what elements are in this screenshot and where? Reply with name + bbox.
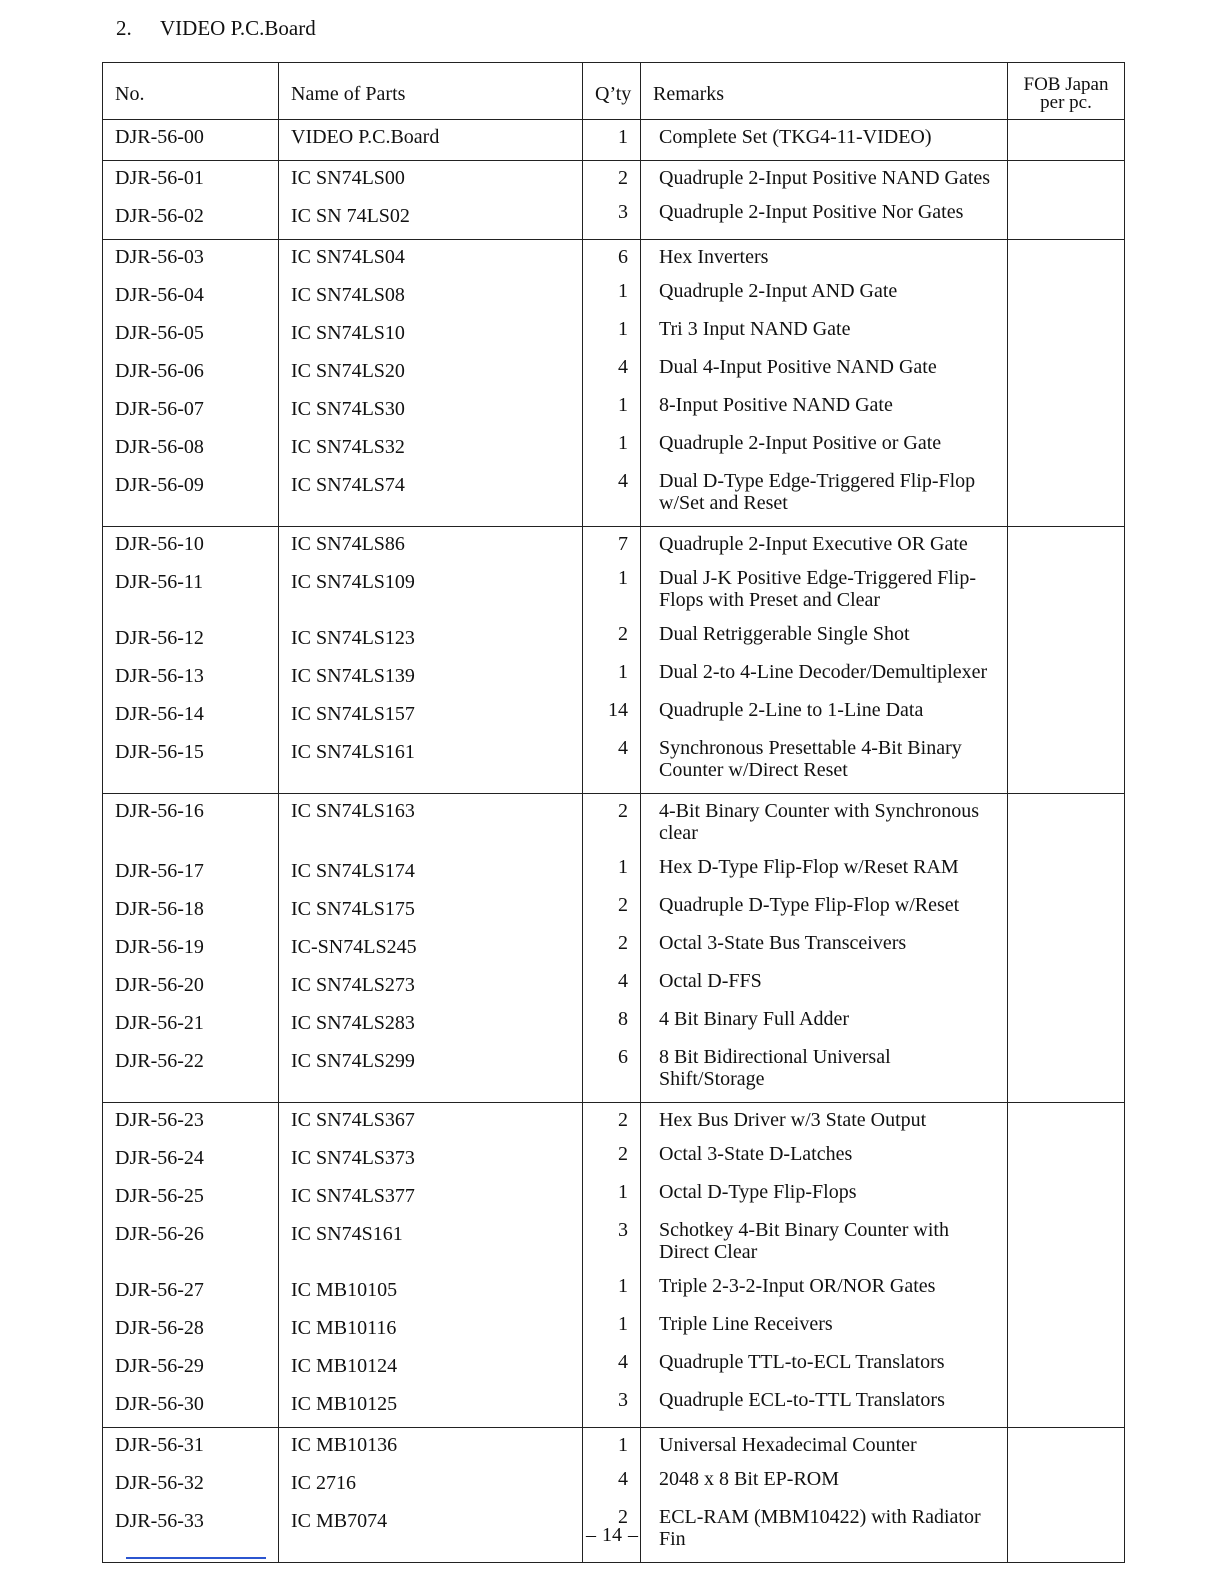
- part-quantity: 1: [583, 120, 641, 161]
- part-fob-price: [1008, 1275, 1125, 1313]
- part-remarks: ECL-RAM (MBM10422) with Radiator Fin: [641, 1506, 1008, 1563]
- table-row: [103, 527, 1125, 568]
- part-quantity: 2: [583, 161, 641, 202]
- part-fob-price: [1008, 356, 1125, 394]
- part-name: VIDEO P.C.Board: [279, 120, 583, 161]
- part-number: DJR-56-30: [103, 1389, 279, 1428]
- table-row: [103, 432, 1125, 470]
- part-remarks: Universal Hexadecimal Counter: [641, 1428, 1008, 1469]
- table-row: [103, 1143, 1125, 1181]
- part-remarks: Quadruple 2-Input Positive NAND Gates: [641, 161, 1008, 202]
- part-number: DJR-56-01: [103, 161, 279, 202]
- part-quantity: 4: [583, 356, 641, 394]
- table-row: [103, 794, 1125, 857]
- part-quantity: 2: [583, 1506, 641, 1563]
- part-number: DJR-56-33: [103, 1506, 279, 1563]
- part-number: DJR-56-06: [103, 356, 279, 394]
- parts-group: [103, 240, 1125, 527]
- part-quantity: 1: [583, 280, 641, 318]
- part-fob-price: [1008, 661, 1125, 699]
- part-fob-price: [1008, 856, 1125, 894]
- part-remarks: Quadruple ECL-to-TTL Translators: [641, 1389, 1008, 1428]
- part-number: DJR-56-07: [103, 394, 279, 432]
- table-row: [103, 699, 1125, 737]
- part-remarks: Dual J-K Positive Edge-Triggered Flip-Flops with Preset and Clear: [641, 567, 1008, 623]
- part-remarks: Schotkey 4-Bit Binary Counter with Direct Clear: [641, 1219, 1008, 1275]
- part-quantity: 1: [583, 432, 641, 470]
- part-fob-price: [1008, 318, 1125, 356]
- part-fob-price: [1008, 737, 1125, 794]
- table-row: [103, 1389, 1125, 1428]
- part-number: DJR-56-26: [103, 1219, 279, 1275]
- part-quantity: 3: [583, 201, 641, 240]
- table-row: [103, 567, 1125, 623]
- part-quantity: 3: [583, 1389, 641, 1428]
- part-name: IC SN74LS273: [279, 970, 583, 1008]
- part-number: DJR-56-00: [103, 120, 279, 161]
- part-name: IC SN74LS32: [279, 432, 583, 470]
- part-number: DJR-56-12: [103, 623, 279, 661]
- table-row: [103, 1046, 1125, 1103]
- table-row: [103, 1008, 1125, 1046]
- column-header-name: Name of Parts: [279, 63, 583, 120]
- part-fob-price: [1008, 1313, 1125, 1351]
- part-fob-price: [1008, 470, 1125, 527]
- part-number: DJR-56-24: [103, 1143, 279, 1181]
- part-name: IC SN74LS04: [279, 240, 583, 281]
- table-row: [103, 1181, 1125, 1219]
- table-row: [103, 856, 1125, 894]
- part-number: DJR-56-29: [103, 1351, 279, 1389]
- part-remarks: Dual D-Type Edge-Triggered Flip-Flop w/Set and Reset: [641, 470, 1008, 527]
- part-name: IC 2716: [279, 1468, 583, 1506]
- part-number: DJR-56-08: [103, 432, 279, 470]
- part-number: DJR-56-28: [103, 1313, 279, 1351]
- part-fob-price: [1008, 567, 1125, 623]
- parts-table: [102, 62, 1125, 1563]
- parts-group: [103, 1103, 1125, 1428]
- part-number: DJR-56-21: [103, 1008, 279, 1046]
- table-row: [103, 1428, 1125, 1469]
- part-remarks: Hex Bus Driver w/3 State Output: [641, 1103, 1008, 1144]
- part-number: DJR-56-15: [103, 737, 279, 794]
- part-name: IC SN74LS373: [279, 1143, 583, 1181]
- table-row: [103, 661, 1125, 699]
- part-name: IC SN74LS86: [279, 527, 583, 568]
- table-row: [103, 932, 1125, 970]
- part-quantity: 4: [583, 470, 641, 527]
- table-row: [103, 201, 1125, 240]
- table-row: [103, 970, 1125, 1008]
- parts-group: [103, 120, 1125, 161]
- part-remarks: Quadruple TTL-to-ECL Translators: [641, 1351, 1008, 1389]
- part-number: DJR-56-19: [103, 932, 279, 970]
- part-name: IC MB10116: [279, 1313, 583, 1351]
- table-row: [103, 1351, 1125, 1389]
- part-number: DJR-56-11: [103, 567, 279, 623]
- part-remarks: Dual 2-to 4-Line Decoder/Demultiplexer: [641, 661, 1008, 699]
- part-name: IC SN74LS109: [279, 567, 583, 623]
- part-quantity: 1: [583, 661, 641, 699]
- footer-rule: [126, 1557, 266, 1559]
- part-quantity: 2: [583, 794, 641, 857]
- part-fob-price: [1008, 527, 1125, 568]
- part-number: DJR-56-22: [103, 1046, 279, 1103]
- part-name: IC SN74LS10: [279, 318, 583, 356]
- part-number: DJR-56-10: [103, 527, 279, 568]
- part-name: IC SN74LS377: [279, 1181, 583, 1219]
- parts-group: [103, 794, 1125, 1103]
- part-name: IC SN74LS157: [279, 699, 583, 737]
- table-row: [103, 240, 1125, 281]
- part-remarks: Dual 4-Input Positive NAND Gate: [641, 356, 1008, 394]
- part-remarks: Hex Inverters: [641, 240, 1008, 281]
- column-header-fob: [1008, 63, 1125, 120]
- part-quantity: 1: [583, 318, 641, 356]
- part-fob-price: [1008, 1428, 1125, 1469]
- part-number: DJR-56-25: [103, 1181, 279, 1219]
- part-fob-price: [1008, 1181, 1125, 1219]
- part-remarks: 8-Input Positive NAND Gate: [641, 394, 1008, 432]
- part-remarks: Complete Set (TKG4-11-VIDEO): [641, 120, 1008, 161]
- part-name: IC SN74LS20: [279, 356, 583, 394]
- table-row: [103, 470, 1125, 527]
- part-name: IC SN74LS30: [279, 394, 583, 432]
- parts-table-header: [103, 63, 1125, 120]
- part-number: DJR-56-03: [103, 240, 279, 281]
- part-remarks: Octal D-FFS: [641, 970, 1008, 1008]
- part-quantity: 2: [583, 894, 641, 932]
- part-remarks: Quadruple 2-Input Positive or Gate: [641, 432, 1008, 470]
- column-header-remarks: Remarks: [641, 63, 1008, 120]
- part-quantity: 2: [583, 1143, 641, 1181]
- part-fob-price: [1008, 623, 1125, 661]
- part-remarks: Quadruple 2-Input Executive OR Gate: [641, 527, 1008, 568]
- part-remarks: Synchronous Presettable 4-Bit Binary Counter w/Direct Reset: [641, 737, 1008, 794]
- part-remarks: Octal 3-State Bus Transceivers: [641, 932, 1008, 970]
- part-number: DJR-56-02: [103, 201, 279, 240]
- part-quantity: 14: [583, 699, 641, 737]
- part-remarks: Triple 2-3-2-Input OR/NOR Gates: [641, 1275, 1008, 1313]
- part-remarks: 8 Bit Bidirectional Universal Shift/Storage: [641, 1046, 1008, 1103]
- part-remarks: 4 Bit Binary Full Adder: [641, 1008, 1008, 1046]
- part-quantity: 2: [583, 623, 641, 661]
- part-remarks: Quadruple 2-Line to 1-Line Data: [641, 699, 1008, 737]
- part-fob-price: [1008, 894, 1125, 932]
- part-name: IC SN74LS174: [279, 856, 583, 894]
- part-fob-price: [1008, 1389, 1125, 1428]
- part-fob-price: [1008, 201, 1125, 240]
- part-number: DJR-56-18: [103, 894, 279, 932]
- part-number: DJR-56-17: [103, 856, 279, 894]
- part-name: IC MB10125: [279, 1389, 583, 1428]
- part-quantity: 4: [583, 970, 641, 1008]
- part-name: IC SN74LS08: [279, 280, 583, 318]
- part-number: DJR-56-16: [103, 794, 279, 857]
- part-number: DJR-56-20: [103, 970, 279, 1008]
- part-quantity: 6: [583, 240, 641, 281]
- part-name: IC SN74LS367: [279, 1103, 583, 1144]
- part-quantity: 1: [583, 1181, 641, 1219]
- part-quantity: 1: [583, 1313, 641, 1351]
- table-row: [103, 737, 1125, 794]
- part-fob-price: [1008, 970, 1125, 1008]
- part-fob-price: [1008, 699, 1125, 737]
- parts-group: [103, 161, 1125, 240]
- table-row: [103, 120, 1125, 161]
- part-name: IC SN74LS123: [279, 623, 583, 661]
- part-quantity: 4: [583, 1351, 641, 1389]
- fob-header-line1: FOB Japan: [1023, 74, 1109, 95]
- part-fob-price: [1008, 161, 1125, 202]
- part-quantity: 1: [583, 1275, 641, 1313]
- part-fob-price: [1008, 1103, 1125, 1144]
- part-quantity: 2: [583, 932, 641, 970]
- part-remarks: 2048 x 8 Bit EP-ROM: [641, 1468, 1008, 1506]
- part-fob-price: [1008, 280, 1125, 318]
- section-number: 2.: [116, 16, 132, 40]
- part-name: IC SN74LS175: [279, 894, 583, 932]
- part-quantity: 4: [583, 737, 641, 794]
- part-number: DJR-56-31: [103, 1428, 279, 1469]
- part-quantity: 2: [583, 1103, 641, 1144]
- column-header-qty: Q’ty: [583, 63, 641, 120]
- part-quantity: 1: [583, 394, 641, 432]
- page-footer: – 14 –: [586, 1524, 638, 1546]
- part-name: IC SN74LS163: [279, 794, 583, 857]
- table-row: [103, 1103, 1125, 1144]
- part-name: IC SN 74LS02: [279, 201, 583, 240]
- part-number: DJR-56-04: [103, 280, 279, 318]
- part-quantity: 6: [583, 1046, 641, 1103]
- part-fob-price: [1008, 394, 1125, 432]
- part-quantity: 4: [583, 1468, 641, 1506]
- part-remarks: Hex D-Type Flip-Flop w/Reset RAM: [641, 856, 1008, 894]
- part-fob-price: [1008, 932, 1125, 970]
- part-fob-price: [1008, 432, 1125, 470]
- fob-header-line2: per pc.: [1040, 92, 1092, 113]
- part-number: DJR-56-13: [103, 661, 279, 699]
- part-name: IC MB10105: [279, 1275, 583, 1313]
- part-number: DJR-56-05: [103, 318, 279, 356]
- part-number: DJR-56-32: [103, 1468, 279, 1506]
- part-name: IC MB7074: [279, 1506, 583, 1563]
- table-row: [103, 280, 1125, 318]
- part-name: IC SN74LS283: [279, 1008, 583, 1046]
- part-name: IC SN74LS161: [279, 737, 583, 794]
- table-row: [103, 318, 1125, 356]
- part-remarks: Octal D-Type Flip-Flops: [641, 1181, 1008, 1219]
- part-name: IC SN74LS74: [279, 470, 583, 527]
- part-number: DJR-56-27: [103, 1275, 279, 1313]
- part-fob-price: [1008, 1219, 1125, 1275]
- part-number: DJR-56-14: [103, 699, 279, 737]
- part-remarks: Dual Retriggerable Single Shot: [641, 623, 1008, 661]
- table-row: [103, 394, 1125, 432]
- part-name: IC SN74LS00: [279, 161, 583, 202]
- part-name: IC SN74LS139: [279, 661, 583, 699]
- part-quantity: 8: [583, 1008, 641, 1046]
- part-remarks: Quadruple D-Type Flip-Flop w/Reset: [641, 894, 1008, 932]
- part-name: IC SN74LS299: [279, 1046, 583, 1103]
- part-fob-price: [1008, 1468, 1125, 1506]
- part-remarks: Quadruple 2-Input Positive Nor Gates: [641, 201, 1008, 240]
- page-number: 14: [602, 1524, 622, 1546]
- column-header-no: No.: [103, 63, 279, 120]
- part-quantity: 7: [583, 527, 641, 568]
- part-quantity: 3: [583, 1219, 641, 1275]
- part-remarks: 4-Bit Binary Counter with Synchronous clear: [641, 794, 1008, 857]
- part-fob-price: [1008, 1143, 1125, 1181]
- table-row: [103, 894, 1125, 932]
- part-number: DJR-56-23: [103, 1103, 279, 1144]
- part-remarks: Tri 3 Input NAND Gate: [641, 318, 1008, 356]
- part-quantity: 1: [583, 856, 641, 894]
- part-name: IC MB10136: [279, 1428, 583, 1469]
- part-quantity: 1: [583, 567, 641, 623]
- part-fob-price: [1008, 794, 1125, 857]
- part-fob-price: [1008, 1008, 1125, 1046]
- part-name: IC SN74S161: [279, 1219, 583, 1275]
- part-fob-price: [1008, 1351, 1125, 1389]
- table-row: [103, 1313, 1125, 1351]
- part-remarks: Quadruple 2-Input AND Gate: [641, 280, 1008, 318]
- part-fob-price: [1008, 120, 1125, 161]
- table-row: [103, 1468, 1125, 1506]
- table-row: [103, 1275, 1125, 1313]
- table-row: [103, 623, 1125, 661]
- table-row: [103, 161, 1125, 202]
- part-remarks: Octal 3-State D-Latches: [641, 1143, 1008, 1181]
- part-fob-price: [1008, 240, 1125, 281]
- table-row: [103, 356, 1125, 394]
- table-row: [103, 1219, 1125, 1275]
- section-heading: [116, 16, 316, 41]
- parts-group: [103, 527, 1125, 794]
- part-name: IC MB10124: [279, 1351, 583, 1389]
- part-name: IC-SN74LS245: [279, 932, 583, 970]
- part-number: DJR-56-09: [103, 470, 279, 527]
- part-fob-price: [1008, 1046, 1125, 1103]
- part-quantity: 1: [583, 1428, 641, 1469]
- section-title: VIDEO P.C.Board: [160, 16, 316, 40]
- part-remarks: Triple Line Receivers: [641, 1313, 1008, 1351]
